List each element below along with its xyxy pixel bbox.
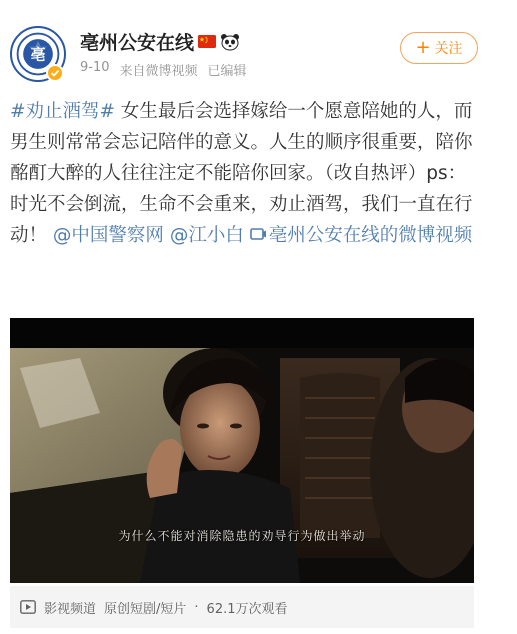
separator: · (194, 599, 199, 615)
play-icon (20, 600, 36, 614)
post-text (10, 96, 480, 251)
post-meta (80, 60, 247, 79)
video-link-label: 亳州公安在线的微博视频 (268, 225, 473, 246)
post-source: 来自微博视频 (119, 64, 198, 79)
edited-label: 已编辑 (207, 64, 247, 79)
video-frame (10, 318, 474, 583)
video-link-icon (250, 227, 267, 242)
post-body: 女生最后会选择嫁给一个愿意陪她的人，而男生则常常会忘记陪伴的意义。人生的顺序很重要，陪你酩酊大醉的人往往注定不能陪你回家。（改自热评）ps：时光不会倒流，生命不会重来，劝止酒驾，我们一直在行动！ (10, 101, 473, 246)
video-footer (10, 586, 474, 628)
post-time: 9-10 (80, 60, 110, 75)
video-subtitle: 为什么不能对消除隐患的劝导行为做出举动 (118, 529, 366, 543)
panda-icon (220, 33, 240, 51)
plus-icon: + (415, 37, 431, 58)
post-header (0, 0, 517, 88)
hashtag-link[interactable]: #劝止酒驾# (10, 101, 116, 122)
verified-badge-icon (46, 64, 64, 82)
mention-link[interactable]: @中国警察网 (52, 225, 164, 246)
account-name-row (80, 28, 240, 55)
video-link[interactable] (250, 225, 473, 246)
account-name[interactable]: 亳州公安在线 (80, 32, 195, 54)
avatar-char: 亳 (30, 45, 46, 64)
follow-button[interactable] (400, 32, 478, 64)
follow-label: 关注 (434, 41, 463, 57)
view-count: 62.1万次观看 (206, 601, 288, 617)
video-category: 原创短剧/短片 (104, 601, 187, 617)
video-player[interactable] (10, 318, 474, 583)
video-channel[interactable]: 影视频道 (44, 601, 97, 617)
mention-link[interactable]: @江小白 (169, 225, 244, 246)
china-flag-icon (198, 35, 216, 48)
